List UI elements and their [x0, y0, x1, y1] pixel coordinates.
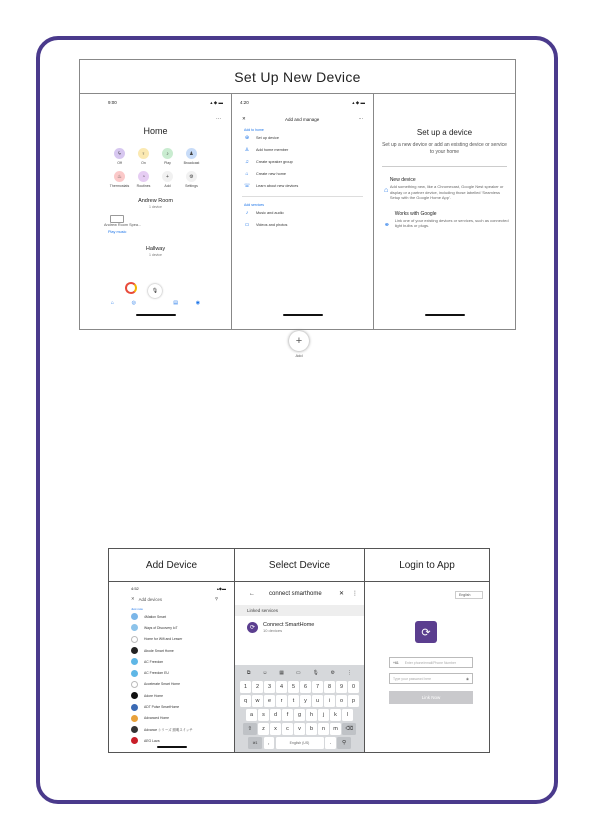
menu-item-label: Create new home [256, 172, 286, 176]
shortcut-label: Routines [136, 184, 151, 188]
device-brand-name: Adore Home [144, 693, 164, 698]
brand-logo-icon [131, 726, 138, 733]
more-vert-icon[interactable]: ⋮ [346, 670, 352, 676]
device-brand-name: AC Freedom EU [144, 671, 169, 676]
shortcut-off[interactable] [109, 148, 131, 165]
device-list-item[interactable] [109, 701, 234, 712]
eye-icon[interactable]: ◉ [466, 676, 469, 681]
search-key[interactable]: ⚲ [337, 737, 351, 749]
brand-logo-icon [131, 647, 138, 654]
search-result[interactable] [235, 616, 364, 633]
shortcut-label: Add [164, 184, 171, 188]
step-heading: Select Device [235, 549, 365, 581]
key[interactable]: e [264, 695, 275, 707]
key[interactable]: h [306, 709, 317, 721]
brand-logo-icon [131, 715, 138, 722]
progress-ring-icon [125, 282, 137, 294]
key[interactable]: p [348, 695, 359, 707]
device-brand-name: AC Freedom [144, 659, 164, 664]
play-music-link[interactable]: Play music [108, 230, 127, 234]
shortcut-label: Thermostats [109, 184, 130, 188]
key[interactable]: q [240, 695, 251, 707]
device-list-item[interactable] [109, 667, 234, 678]
key[interactable]: i [324, 695, 335, 707]
shortcut-grid [80, 148, 231, 188]
option-description: Add something new, like a Chromecast, Google Nest speaker or display or a partner device, including those labelled 'Seamless Setup with the Google Home App'. [389, 184, 504, 200]
menu-item[interactable] [232, 219, 373, 231]
menu-item-icon: ☏ [244, 183, 251, 189]
key[interactable]: ⇧ [243, 723, 257, 735]
key[interactable]: c [282, 723, 293, 735]
device-list-item[interactable] [109, 735, 234, 746]
account-input[interactable]: Enter phone/email/Phone Number [404, 660, 457, 665]
brand-logo-icon [131, 658, 138, 665]
more-vert-icon[interactable]: ⋮ [352, 591, 358, 597]
key[interactable]: t [288, 695, 299, 707]
key[interactable]: u [312, 695, 323, 707]
home-indicator [283, 314, 323, 316]
shortcut-icon: ♟ [186, 148, 197, 159]
brand-logo-icon [131, 624, 138, 631]
more-icon[interactable]: ⋯ [358, 116, 363, 121]
close-icon[interactable]: ✕ [242, 116, 246, 121]
emoji-icon[interactable]: ☺ [262, 670, 268, 676]
device-list [109, 611, 234, 747]
shortcut-icon: ϟ [114, 148, 125, 159]
option-description: Link one of your existing devices or services, such as connected light bulbs or plugs. [394, 217, 509, 228]
add-services-list [232, 207, 373, 231]
screen-title: Set up a device [416, 128, 473, 137]
period-key[interactable]: . [325, 737, 336, 749]
home-screen [80, 94, 232, 330]
link-icon: ⚭ [384, 221, 390, 229]
search-icon[interactable]: ⚲ [214, 596, 218, 601]
home-indicator [425, 314, 465, 316]
section-label: Add services [244, 203, 265, 207]
menu-item-label: Add home member [256, 148, 289, 152]
key[interactable]: n [318, 723, 329, 735]
menu-item-label: Create speaker group [256, 160, 293, 164]
password-input[interactable]: Type your password here [393, 676, 432, 681]
key[interactable]: x [270, 723, 281, 735]
shortcut-icon: ⚙ [186, 171, 197, 182]
feed-nav-icon[interactable]: ◎ [131, 300, 137, 306]
shortcut-icon: ♀ [138, 148, 149, 159]
result-device-count: 10 devices [263, 628, 283, 633]
device-list-item[interactable] [109, 611, 234, 622]
status-time: 4:52 [131, 586, 139, 591]
brand-logo-icon [131, 681, 138, 688]
home-indicator [157, 746, 187, 748]
setup-new-device-panel [79, 59, 516, 330]
key[interactable]: b [306, 723, 317, 735]
shortcut-settings[interactable] [181, 171, 203, 188]
menu-item-label: Videos and photos [256, 223, 288, 227]
shortcut-icon: + [162, 171, 173, 182]
menu-item-icon: ▭ [244, 222, 250, 228]
key[interactable]: 7 [312, 681, 323, 693]
menu-item-icon: ♪ [245, 210, 249, 216]
screen-title: Add and manage [285, 116, 320, 122]
menu-item[interactable] [232, 180, 373, 192]
shortcut-broadcast[interactable] [181, 148, 203, 165]
key[interactable]: l [342, 709, 353, 721]
device-brand-name: Advanced Home [144, 716, 170, 721]
device-brand-name: Abode Smart Home [144, 648, 174, 653]
step-heading: Login to App [399, 559, 455, 571]
menu-item[interactable] [232, 168, 373, 180]
shortcut-routines[interactable] [133, 171, 155, 188]
shortcut-play[interactable] [157, 148, 179, 165]
setup-device-screen [374, 94, 515, 330]
brand-logo-icon [131, 737, 138, 744]
menu-item[interactable] [232, 207, 373, 219]
password-field[interactable] [389, 673, 473, 684]
key[interactable]: ⌫ [342, 723, 356, 735]
device-name: Andrew Room Spea... [104, 223, 142, 227]
shortcut-label: Settings [185, 184, 198, 188]
device-brand-name: ADT Pulse SmartHome [144, 705, 180, 710]
home-title: Home [143, 126, 168, 136]
connect-device-panel [108, 548, 490, 753]
account-field[interactable] [389, 657, 473, 668]
add-button-label: Add [295, 353, 303, 358]
result-name: Connect SmartHome [263, 622, 315, 628]
step-heading: Add Device [109, 549, 235, 581]
linked-services-header: Linked services [235, 605, 364, 616]
device-list-item[interactable] [109, 634, 234, 645]
status-icons: ▴◆▬ [216, 586, 226, 591]
device-list-item[interactable] [109, 690, 234, 701]
shortcut-on[interactable] [133, 148, 155, 165]
room-device-count-2: 1 device [148, 253, 163, 257]
works-with-google-option[interactable] [374, 201, 515, 229]
gif-icon[interactable]: ▦ [279, 670, 285, 676]
clear-icon[interactable]: ✕ [338, 591, 344, 597]
device-tile[interactable] [104, 215, 231, 227]
add-device-screen [109, 582, 235, 752]
device-list-item[interactable] [109, 679, 234, 690]
room-device-count: 1 device [148, 205, 163, 209]
shortcut-thermostats[interactable] [109, 171, 131, 188]
key[interactable]: o [336, 695, 347, 707]
close-icon[interactable]: ✕ [131, 596, 135, 601]
device-list-item[interactable] [109, 645, 234, 656]
space-key[interactable]: English (US) [276, 737, 324, 749]
key[interactable]: 1 [240, 681, 251, 693]
key[interactable]: 5 [288, 681, 299, 693]
key[interactable]: 0 [348, 681, 359, 693]
menu-item-label: Music and audio [256, 211, 284, 215]
panel-title: Set Up New Device [80, 60, 515, 94]
account-nav-icon[interactable]: ◉ [195, 300, 201, 306]
shortcut-label: Broadcast [183, 161, 200, 165]
comma-key[interactable]: , [264, 737, 275, 749]
brand-logo-icon [131, 704, 138, 711]
menu-item-icon: ⊕ [244, 135, 250, 141]
brand-logo-icon [131, 636, 138, 643]
list-subheading: Just now [131, 607, 143, 611]
add-manage-screen [232, 94, 374, 330]
menu-item[interactable] [232, 156, 373, 168]
key[interactable]: k [330, 709, 341, 721]
language-select[interactable]: English [455, 591, 483, 599]
mic-icon[interactable]: 🎙 [312, 670, 319, 676]
shortcut-icon: ♨ [114, 171, 125, 182]
menu-item[interactable] [232, 144, 373, 156]
key[interactable]: 3 [264, 681, 275, 693]
status-time: 4:20 [240, 100, 249, 105]
menu-item-label: Set up device [256, 136, 280, 140]
keyboard-toolbar [235, 667, 364, 679]
menu-item-icon: ♙ [244, 147, 250, 153]
device-brand-name: Ways of Discovery loT [144, 625, 178, 630]
brand-logo-icon [131, 613, 138, 620]
key[interactable]: z [258, 723, 269, 735]
key[interactable]: 4 [276, 681, 287, 693]
menu-item-icon: ⌂ [245, 171, 249, 177]
key[interactable]: w [252, 695, 263, 707]
symbol-key[interactable]: !#1 [248, 737, 262, 749]
key[interactable]: d [270, 709, 281, 721]
login-screen [365, 582, 489, 752]
home-nav-icon[interactable]: ⌂ [110, 300, 114, 306]
device-list-item[interactable] [109, 622, 234, 633]
status-icons: ▴ ◆ ▬ [210, 100, 223, 105]
key[interactable]: 6 [300, 681, 311, 693]
key[interactable]: g [294, 709, 305, 721]
menu-item[interactable] [232, 132, 373, 144]
home-indicator [136, 314, 176, 316]
add-to-home-list [232, 132, 373, 192]
app-logo: ⟳ [415, 621, 437, 643]
device-list-item[interactable] [109, 656, 234, 667]
link-now-button[interactable]: Link Now [389, 691, 473, 704]
key[interactable]: 8 [324, 681, 335, 693]
menu-item-label: Learn about new devices [256, 184, 299, 188]
device-list-item[interactable] [109, 713, 234, 724]
brand-logo-icon [131, 692, 138, 699]
settings-icon[interactable]: ⚙ [330, 670, 336, 676]
keyboard [235, 665, 364, 752]
key[interactable]: j [318, 709, 329, 721]
device-brand-name: Home for Wifi and Lesser [144, 637, 183, 642]
device-brand-name: Advance シリーズ 照明スイッチ [144, 728, 193, 733]
search-bar[interactable] [109, 591, 234, 602]
more-icon[interactable]: ··· [216, 116, 221, 122]
brand-logo-icon [131, 670, 138, 677]
option-title: New device [389, 177, 416, 183]
bottom-nav [80, 300, 231, 306]
room-name-2: Hallway [145, 246, 166, 252]
add-button[interactable]: + [289, 331, 309, 351]
mic-icon[interactable]: 🎙 [148, 284, 162, 298]
device-brand-name: Accelerate Smart Home [144, 682, 180, 687]
shortcut-label: On [141, 161, 146, 165]
country-code[interactable]: +61 [393, 660, 399, 665]
key[interactable]: v [294, 723, 305, 735]
grid-icon[interactable]: ⧉ [246, 670, 251, 676]
back-arrow-icon[interactable]: ← [249, 590, 255, 597]
media-nav-icon[interactable]: ▤ [173, 300, 178, 306]
shortcut-label: Off [117, 161, 122, 165]
select-device-screen [235, 582, 365, 752]
shortcut-label: Play [164, 161, 171, 165]
room-name: Andrew Room [138, 198, 173, 204]
speaker-icon [110, 215, 124, 223]
key[interactable]: y [300, 695, 311, 707]
status-time: 9:00 [108, 100, 117, 105]
key[interactable]: 9 [336, 681, 347, 693]
key[interactable]: r [276, 695, 287, 707]
key[interactable]: s [258, 709, 269, 721]
key[interactable]: a [246, 709, 257, 721]
key[interactable]: m [330, 723, 341, 735]
connect-smarthome-logo: ⟳ [247, 622, 258, 633]
status-icons: ▴ ◆ ▬ [352, 100, 365, 105]
clipboard-icon[interactable]: ▭ [295, 670, 301, 676]
new-device-option[interactable] [374, 167, 515, 201]
section-label: Add to home [244, 128, 264, 132]
search-input[interactable]: connect smarthome [269, 590, 322, 597]
screen-description: Set up a new device or add an existing device or service to your home [382, 142, 507, 155]
shortcut-icon: ◔ [138, 171, 149, 182]
key[interactable]: f [282, 709, 293, 721]
menu-item-icon: ♫ [245, 159, 249, 165]
shortcut-add[interactable] [157, 171, 179, 188]
key[interactable]: 2 [252, 681, 263, 693]
home-icon: ⌂ [384, 187, 389, 194]
device-brand-name: AEG Lava [144, 738, 160, 743]
option-title: Works with Google [394, 210, 437, 217]
device-list-item[interactable] [109, 724, 234, 735]
shortcut-icon: ♪ [162, 148, 173, 159]
search-input[interactable]: Add devices [138, 596, 163, 602]
device-brand-name: 4Mation Smart [144, 614, 167, 619]
